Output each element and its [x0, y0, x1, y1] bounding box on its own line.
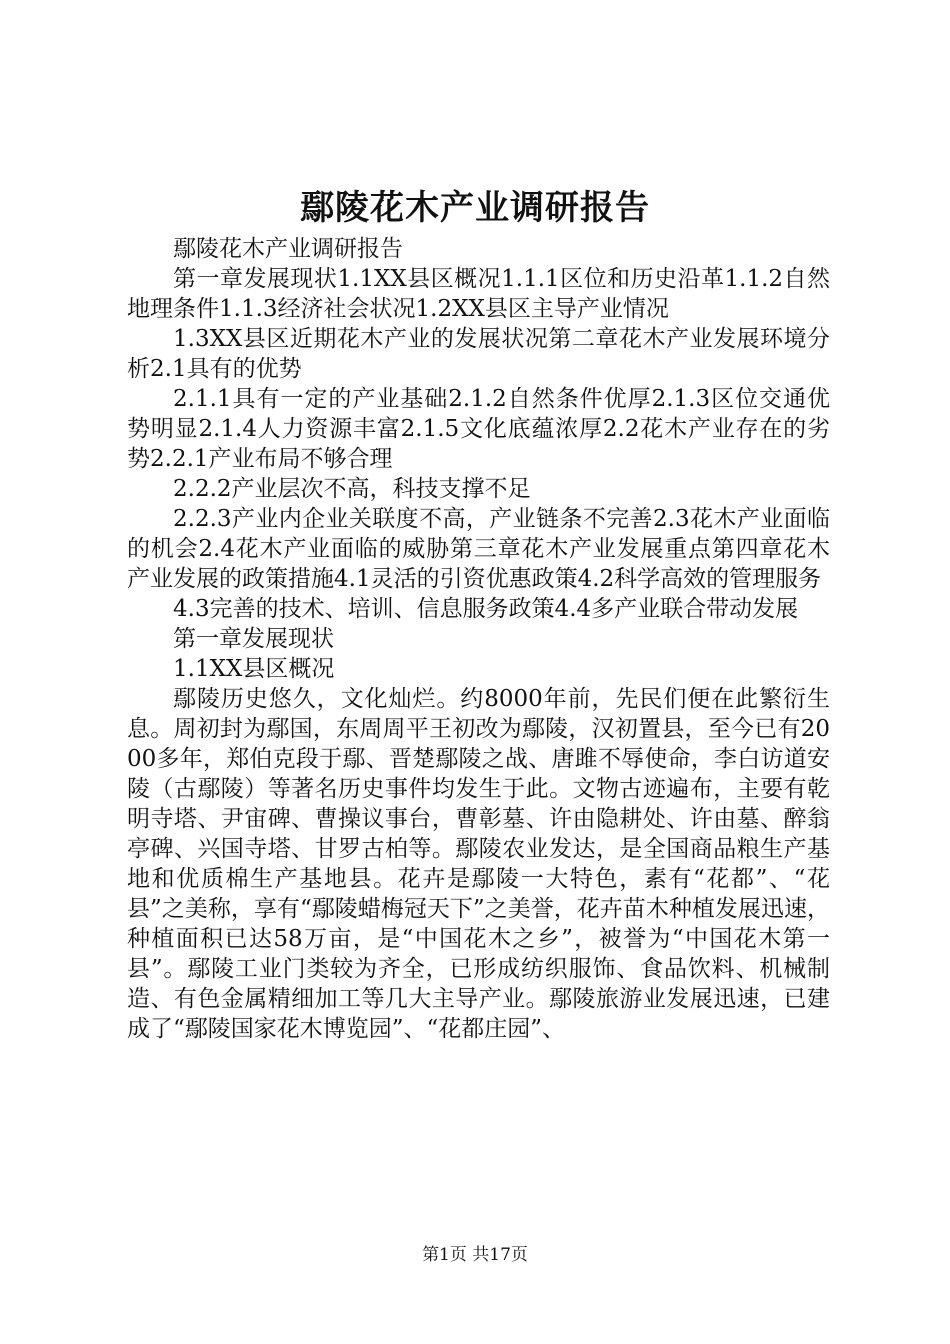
- page-number: 第1页 共17页: [422, 1245, 528, 1265]
- paragraph: 2.1.1具有一定的产业基础2.1.2自然条件优厚2.1.3区位交通优势明显2.1.4人力资源丰富2.1.5文化底蕴浓厚2.2花木产业存在的劣势2.2.1产业布局不够合理: [127, 386, 830, 472]
- paragraph: 2.2.2产业层次不高，科技支撑不足: [173, 476, 531, 502]
- paragraph: 第一章发展现状1.1XX县区概况1.1.1区位和历史沿革1.1.2自然地理条件1.1.3经济社会状况1.2XX县区主导产业情况: [127, 266, 830, 322]
- document-title: 鄢陵花木产业调研报告: [300, 188, 650, 228]
- paragraph: 鄢陵花木产业调研报告: [173, 236, 403, 262]
- paragraph: 1.3XX县区近期花木产业的发展状况第二章花木产业发展环境分析2.1具有的优势: [127, 326, 830, 382]
- paragraph: 1.1XX县区概况: [173, 656, 335, 682]
- document-body: [127, 234, 830, 1044]
- paragraph: 第一章发展现状: [173, 626, 334, 652]
- paragraph: 鄢陵历史悠久，文化灿烂。约8000年前，先民们便在此繁衍生息。周初封为鄢国，东周周平王初改为鄢陵，汉初置县，至今已有2000多年，郑伯克段于鄢、晋楚鄢陵之战、唐雎不辱使命，李白访道安陵（古鄢陵）等著名历史事件均发生于此。文物古迹遍布，主要有乾明寺塔、尹宙碑、曹操议事台，曹彰墓、许由隐耕处、许由墓、醉翁亭碑、兴国寺塔、甘罗古柏等。鄢陵农业发达，是全国商品粮生产基地和优质棉生产基地县。花卉是鄢陵一大特色，素有“花都”、“花县”之美称，享有“鄢陵蜡梅冠天下”之美誉，花卉苗木种植发展迅速，种植面积已达58万亩，是“中国花木之乡”，被誉为“中国花木第一县”。鄢陵工业门类较为齐全，已形成纺织服饰、食品饮料、机械制造、有色金属精细加工等几大主导产业。鄢陵旅游业发展迅速，已建成了“鄢陵国家花木博览园”、“花都庄园”、: [127, 686, 830, 1042]
- paragraph: 4.3完善的技术、培训、信息服务政策4.4多产业联合带动发展: [173, 596, 799, 622]
- paragraph: 2.2.3产业内企业关联度不高，产业链条不完善2.3花木产业面临的机会2.4花木产业面临的威胁第三章花木产业发展重点第四章花木产业发展的政策措施4.1灵活的引资优惠政策4.2科学高效的管理服务: [127, 506, 830, 592]
